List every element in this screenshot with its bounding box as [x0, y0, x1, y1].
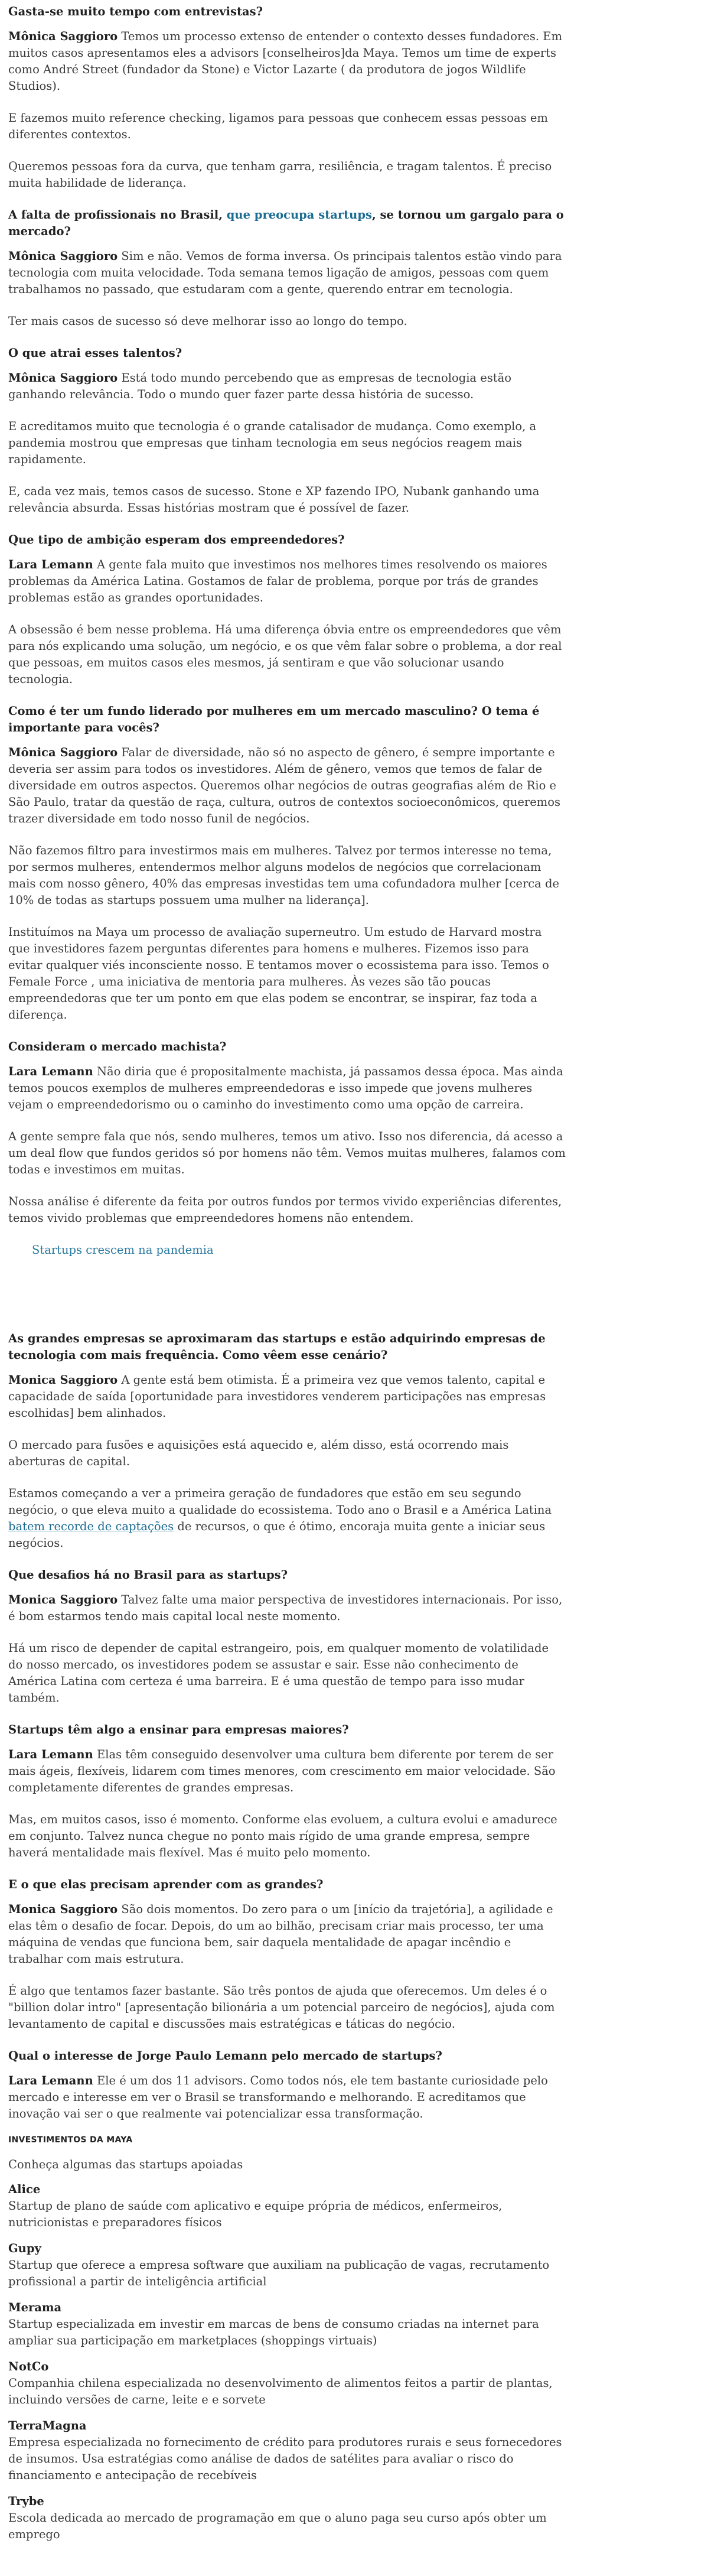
startup-item: [8, 2359, 566, 2408]
section-title: [8, 2132, 566, 2148]
speaker-name: Lara Lemann: [8, 2074, 93, 2087]
startup-name: TerraMagna: [8, 2419, 87, 2432]
paragraph: [8, 110, 566, 143]
text-run: Estamos começando a ver a primeira geração de fundadores que estão em seu segundo negócio, o que eleva muito a qualidade do ecossistema. Todo ano o Brasil e a América Latina: [8, 1487, 552, 1517]
startup-name: Merama: [8, 2301, 62, 2314]
interview-question: [8, 703, 566, 736]
speaker-name: Mônica Saggioro: [8, 746, 118, 759]
text-run: O que atrai esses talentos?: [8, 346, 182, 360]
startup-name: NotCo: [8, 2360, 49, 2373]
text-run: Mas, em muitos casos, isso é momento. Conforme elas evoluem, a cultura evolui e amadurece em conjunto. Talvez nunca chegue no ponto mais rígido de uma grande empresa, sempre haverá mentalidade mais flexível. Mas é muito pelo momento.: [8, 1813, 557, 1859]
text-run: E acreditamos muito que tecnologia é o grande catalisador de mudança. Como exemplo, a pandemia mostrou que empresas que tinham tecnologia em seus negócios reagem mais rapidamente.: [8, 419, 537, 466]
interview-question: [8, 207, 566, 240]
text-run: Que tipo de ambição esperam dos empreendedores?: [8, 533, 345, 547]
interview-question: [8, 1722, 566, 1738]
text-run: Queremos pessoas fora da curva, que tenham garra, resiliência, e tragam talentos. É preciso muita habilidade de liderança.: [8, 160, 552, 190]
text-run: Está todo mundo percebendo que as empresas de tecnologia estão ganhando relevância. Todo o mundo quer fazer parte dessa história de sucesso.: [8, 371, 512, 401]
text-run: Consideram o mercado machista?: [8, 1040, 227, 1053]
text-run: A obsessão é bem nesse problema. Há uma diferença óbvia entre os empreendedores que vêm para nós explicando uma solução, um negócio, e os que vêm falar sobre o problema, a dor real que pessoas, em muitos casos eles mesmos, já sentiram e que vão solucionar usando tecnologia.: [8, 623, 562, 686]
startup-description: Startup que oferece a empresa software que auxiliam na publicação de vagas, recrutamento profissional a partir de inteligência artificial: [8, 2258, 550, 2288]
text-run: São dois momentos. Do zero para o um [início da trajetória], a agilidade e elas têm o desafio de focar. Depois, do um ao bilhão, precisam criar mais processo, ter uma máquina de vendas que funciona bem, sair daquela mentalidade de apagar incêndio e trabalhar com mais estrutura.: [8, 1902, 553, 1966]
paragraph: [8, 1485, 566, 1552]
paragraph: [8, 1901, 566, 1967]
text-run: , se tornou um gargalo para o mercado?: [8, 208, 564, 238]
text-run: E fazemos muito reference checking, ligamos para pessoas que conhecem essas pessoas em diferentes contextos.: [8, 111, 548, 141]
text-run: Nossa análise é diferente da feita por outros fundos por termos vivido experiências diferentes, temos vivido problemas que empreendedores homens não entendem.: [8, 1195, 562, 1225]
text-run: Que desafios há no Brasil para as startups?: [8, 1568, 288, 1582]
paragraph: [8, 924, 566, 1023]
paragraph: [8, 1372, 566, 1422]
startup-item: [8, 2299, 566, 2349]
text-run: Qual o interesse de Jorge Paulo Lemann pelo mercado de startups?: [8, 2049, 442, 2063]
paragraph: [8, 557, 566, 606]
interview-question: [8, 2048, 566, 2064]
paragraph: [8, 483, 566, 516]
text-run: E o que elas precisam aprender com as grandes?: [8, 1878, 324, 1891]
paragraph: [8, 418, 566, 468]
startup-description: Companhia chilena especializada no desenvolvimento de alimentos feitos a partir de plantas, incluindo versões de carne, leite e e sorvete: [8, 2376, 553, 2406]
startup-item: [8, 2181, 566, 2231]
speaker-name: Monica Saggioro: [8, 1373, 118, 1387]
text-run: A falta de profissionais no Brasil,: [8, 208, 227, 222]
paragraph: [8, 2073, 566, 2122]
paragraph: [8, 2157, 566, 2173]
paragraph: [8, 744, 566, 827]
text-run: Ter mais casos de sucesso só deve melhorar isso ao longo do tempo.: [8, 314, 407, 328]
text-run: INVESTIMENTOS DA MAYA: [8, 2135, 133, 2145]
startup-name: Alice: [8, 2183, 41, 2196]
paragraph: [8, 1128, 566, 1178]
startup-description: Startup de plano de saúde com aplicativo e equipe própria de médicos, enfermeiros, nutricionistas e preparadores físicos: [8, 2199, 503, 2229]
related-article-link[interactable]: [32, 1242, 566, 1258]
paragraph: [8, 1640, 566, 1706]
text-run: A gente está bem otimista. É a primeira vez que vemos talento, capital e capacidade de saída [oportunidade para investidores venderem participações nas empresas escolhidas] bem alinhados.: [8, 1373, 546, 1420]
text-run: Elas têm conseguido desenvolver uma cultura bem diferente por terem de ser mais ágeis, flexíveis, lidarem com times menores, com crescimento em maior velocidade. São completamente diferentes de grandes empresas.: [8, 1748, 556, 1794]
paragraph: [8, 313, 566, 330]
paragraph: [8, 1063, 566, 1113]
paragraph: [8, 1811, 566, 1861]
startup-item: [8, 2240, 566, 2290]
startup-description: Startup especializada em investir em marcas de bens de consumo criadas na internet para ampliar sua participação em marketplaces (shoppings virtuais): [8, 2317, 539, 2347]
speaker-name: Monica Saggioro: [8, 1902, 118, 1916]
text-run: de recursos, o que é ótimo, encoraja muita gente a iniciar seus negócios.: [8, 1520, 546, 1550]
text-run: Ele é um dos 11 advisors. Como todos nós, ele tem bastante curiosidade pelo mercado e interesse em ver o Brasil se transformando e melhorando. E acreditamos que inovação vai ser o que realmente vai potencializar essa transformação.: [8, 2074, 548, 2120]
startup-description: Escola dedicada ao mercado de programação em que o aluno paga seu curso após obter um emprego: [8, 2511, 547, 2541]
speaker-name: Monica Saggioro: [8, 1593, 118, 1606]
text-run: Sim e não. Vemos de forma inversa. Os principais talentos estão vindo para tecnologia com muita velocidade. Toda semana temos ligação de amigos, pessoas com quem trabalhamos no passado, que estudaram com a gente, querendo entrar em tecnologia.: [8, 249, 562, 296]
startup-name: Gupy: [8, 2242, 41, 2255]
startup-item: [8, 2493, 566, 2543]
text-run: Não fazemos filtro para investirmos mais em mulheres. Talvez por termos interesse no tema, por sermos mulheres, entendermos melhor alguns modelos de negócios que correlacionam mais com nosso gênero, 40% das empresas investidas tem uma cofundadora mulher [cerca de 10% de todas as startups possuem uma mulher na liderança].: [8, 844, 560, 907]
paragraph: [8, 1983, 566, 2032]
startup-name: Trybe: [8, 2494, 44, 2508]
startup-description: Empresa especializada no fornecimento de crédito para produtores rurais e seus fornecedores de insumos. Usa estratégias como análise de dados de satélites para avaliar o risco do financiamento e antecipação de recebíveis: [8, 2435, 562, 2482]
interview-question: [8, 4, 566, 20]
paragraph: [8, 158, 566, 191]
ad-spacer: [8, 1274, 566, 1331]
speaker-name: Mônica Saggioro: [8, 371, 118, 385]
inline-link[interactable]: que preocupa startups: [226, 208, 372, 222]
text-run: Gasta-se muito tempo com entrevistas?: [8, 5, 263, 18]
text-run: Talvez falte uma maior perspectiva de investidores internacionais. Por isso, é bom estarmos tendo mais capital local neste momento.: [8, 1593, 563, 1623]
text-run: As grandes empresas se aproximaram das startups e estão adquirindo empresas de tecnologia com mais frequência. Como vêem esse cenário?: [8, 1332, 546, 1362]
paragraph: [8, 1437, 566, 1470]
inline-link[interactable]: batem recorde de captações: [8, 1520, 174, 1533]
speaker-name: Lara Lemann: [8, 1065, 93, 1078]
speaker-name: Lara Lemann: [8, 1748, 93, 1761]
speaker-name: Mônica Saggioro: [8, 249, 118, 263]
startup-item: [8, 2418, 566, 2484]
interview-question: [8, 1039, 566, 1055]
paragraph: [8, 370, 566, 403]
text-run: Há um risco de depender de capital estrangeiro, pois, em qualquer momento de volatilidade do nosso mercado, os investidores podem se assustar e sair. Esse não conhecimento de América Latina com certeza é uma barreira. E é uma questão de tempo para isso mudar também.: [8, 1641, 549, 1705]
interview-question: [8, 1876, 566, 1893]
paragraph: [8, 248, 566, 298]
text-run: Temos um processo extenso de entender o contexto desses fundadores. Em muitos casos apresentamos eles a advisors [conselheiros]da Maya. Temos um time de experts como André Street (fundador da Stone) e Victor Lazarte ( da produtora de jogos Wildlife Studios).: [8, 30, 562, 93]
interview-question: [8, 1567, 566, 1583]
text-run: Conheça algumas das startups apoiadas: [8, 2158, 243, 2171]
text-run: Startups têm algo a ensinar para empresas maiores?: [8, 1723, 349, 1736]
paragraph: [8, 843, 566, 909]
interview-question: [8, 345, 566, 362]
interview-question: [8, 532, 566, 548]
paragraph: [8, 622, 566, 688]
paragraph: [8, 1193, 566, 1227]
speaker-name: Lara Lemann: [8, 558, 93, 571]
text-run: Como é ter um fundo liderado por mulheres em um mercado masculino? O tema é importante para vocês?: [8, 704, 540, 734]
text-run: Não diria que é propositalmente machista, já passamos dessa época. Mas ainda temos poucos exemplos de mulheres empreendedoras e isso impede que jovens mulheres vejam o empreendedorismo ou o caminho do investimento como uma opção de carreira.: [8, 1065, 563, 1111]
paragraph: [8, 1592, 566, 1625]
speaker-name: Mônica Saggioro: [8, 30, 118, 43]
text-run: Instituímos na Maya um processo de avaliação superneutro. Um estudo de Harvard mostra que investidores fazem perguntas diferentes para homens e mulheres. Fizemos isso para evitar qualquer viés inconsciente nosso. E tentamos mover o ecossistema para isso. Temos o Female Force , uma iniciativa de mentoria para mulheres. Às vezes são tão poucas empreendedoras que ter um ponto em que elas podem se encontrar, se inspirar, faz toda a diferença.: [8, 925, 549, 1022]
text-run: E, cada vez mais, temos casos de sucesso. Stone e XP fazendo IPO, Nubank ganhando uma relevância absurda. Essas histórias mostram que é possível de fazer.: [8, 484, 540, 515]
paragraph: [8, 28, 566, 95]
text-run: A gente sempre fala que nós, sendo mulheres, temos um ativo. Isso nos diferencia, dá acesso a um deal flow que fundos geridos só por homens não têm. Vemos muitas mulheres, falamos com todas e investimos em muitas.: [8, 1130, 566, 1176]
paragraph: [8, 1746, 566, 1796]
text-run: Startups crescem na pandemia: [32, 1243, 214, 1257]
text-run: O mercado para fusões e aquisições está aquecido e, além disso, está ocorrendo mais aberturas de capital.: [8, 1438, 509, 1468]
text-run: Falar de diversidade, não só no aspecto de gênero, é sempre importante e deveria ser assim para todos os investidores. Além de gênero, vemos que temos de falar de diversidade em outros aspectos. Queremos olhar negócios de outras geografias além de Rio e São Paulo, tratar da questão de raça, cultura, outros de contextos socioeconômicos, queremos trazer diversidade em todo nosso funil de negócios.: [8, 746, 560, 825]
text-run: A gente fala muito que investimos nos melhores times resolvendo os maiores problemas da América Latina. Gostamos de falar de problema, porque por trás de grandes problemas estão as grandes oportunidades.: [8, 558, 547, 604]
text-run: É algo que tentamos fazer bastante. São três pontos de ajuda que oferecemos. Um deles é o "billion dolar intro" [apresentação bilionária a um potencial parceiro de negócios], ajuda com levantamento de capital e discussões mais estratégicas e táticas do negócio.: [8, 1984, 555, 2031]
interview-question: [8, 1331, 566, 1364]
